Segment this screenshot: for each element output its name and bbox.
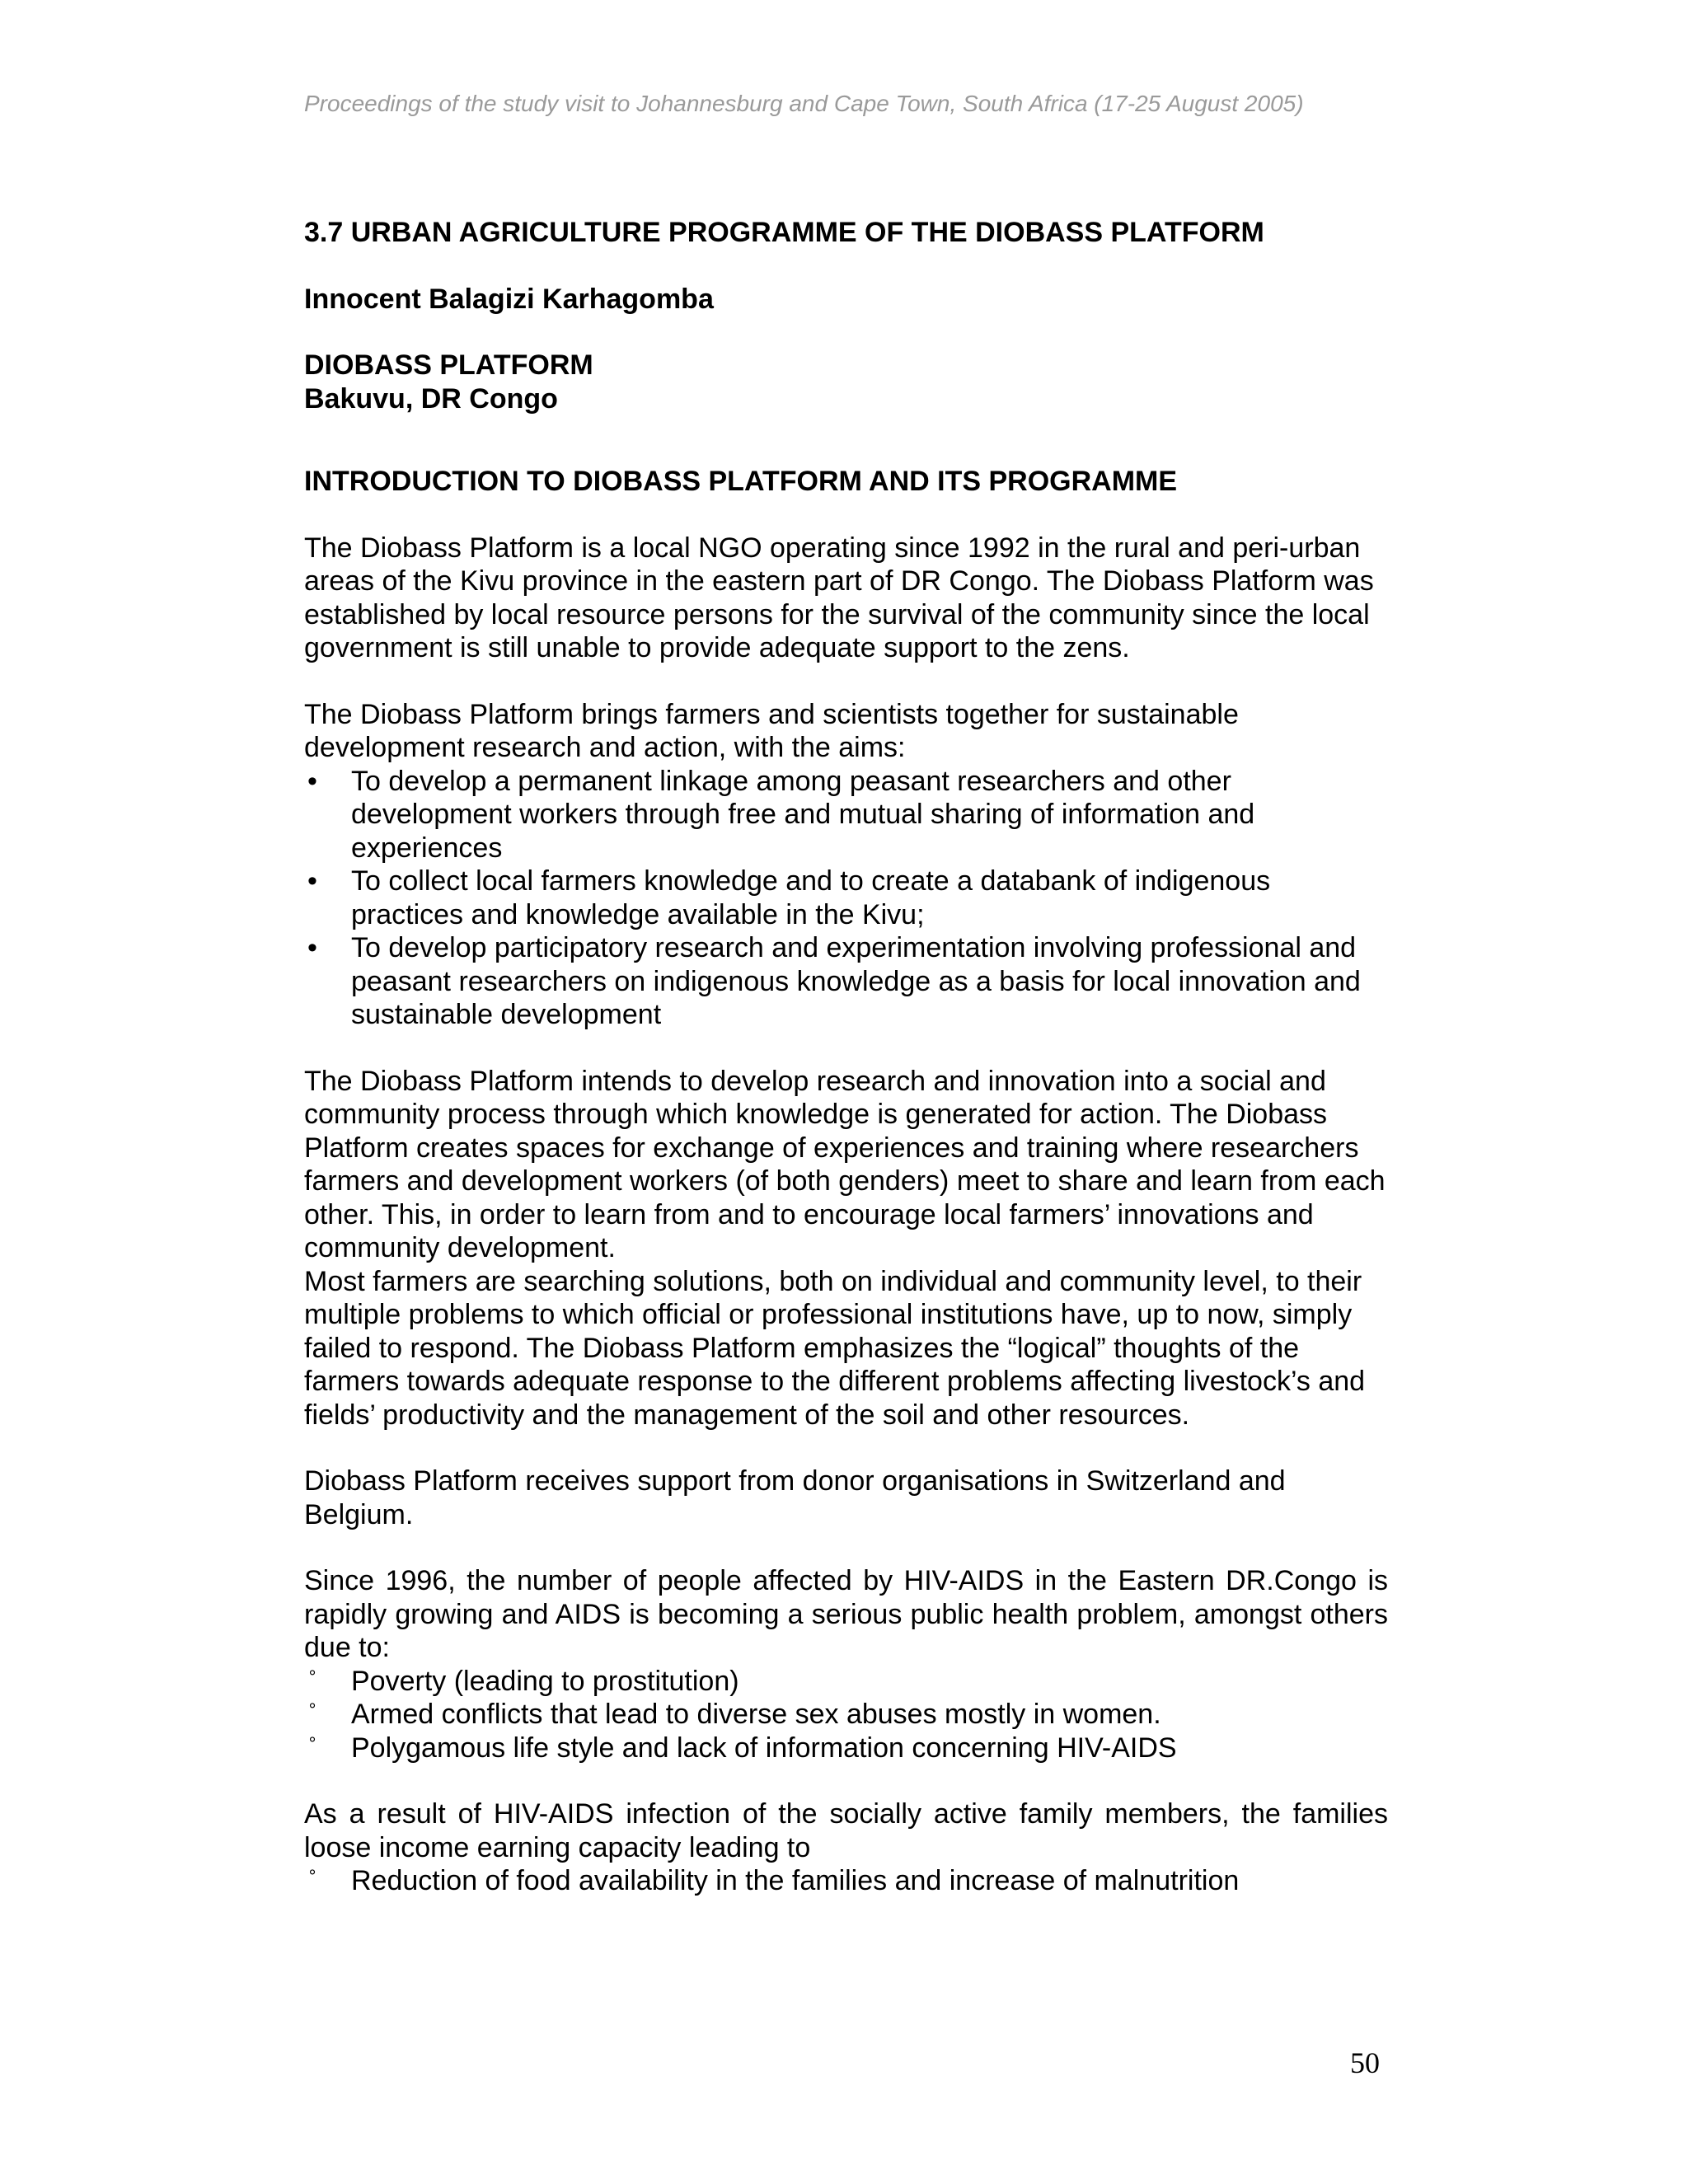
page-number: 50 [1350,2046,1380,2079]
list-item-text: Reduction of food availability in the families and increase of malnutrition [351,1865,1240,1896]
bullet-marker: ° [308,1732,316,1754]
causes-list [304,1665,1388,1765]
paragraph-consequences-intro: As a result of HIV-AIDS infection of the socially active family members, the families loose income earning capacity leading to [304,1798,1388,1863]
section-subheading: INTRODUCTION TO DIOBASS PLATFORM AND ITS PROGRAMME [304,466,1178,497]
list-item [304,1665,1388,1699]
affiliation-location: Bakuvu, DR Congo [304,382,558,415]
paragraph-innovation: The Diobass Platform intends to develop research and innovation into a social and community process through which knowledge is generated for action. The Diobass Platform creates spaces for exchange of experiences and training where researchers farmers and development workers (of both genders) meet to share and learn from each other. This, in order to learn from and to encourage local farmers’ innovations and community development. [304,1065,1386,1263]
list-item-text: Polygamous life style and lack of information concerning HIV-AIDS [351,1732,1177,1764]
list-item [304,765,1388,865]
list-item [304,931,1388,1032]
author-name: Innocent Balagizi Karhagomba [304,283,714,315]
paragraph-intro: The Diobass Platform is a local NGO operating since 1992 in the rural and peri-urban areas of the Kivu province in the eastern part of DR Congo. The Diobass Platform was established by local resource persons for the survival of the community since the local government is still unable to provide adequate support to the zens. [304,532,1374,663]
list-item-text: To develop participatory research and experimentation involving professional and peasant researchers on indigenous knowledge as a basis for local innovation and sustainable development [351,932,1361,1030]
list-item-text: Poverty (leading to prostitution) [351,1665,739,1697]
list-item [304,865,1388,931]
aims-list [304,765,1388,1032]
affiliation-organization: DIOBASS PLATFORM [304,349,593,381]
paragraph-hiv-aids: Since 1996, the number of people affected by HIV-AIDS in the Eastern DR.Congo is rapidly growing and AIDS is becoming a serious public health problem, amongst others due to: [304,1565,1388,1663]
document-content [304,216,1388,1898]
running-header: Proceedings of the study visit to Johannesburg and Cape Town, South Africa (17-25 August 2005) [304,91,1304,116]
bullet-marker: • [307,932,317,963]
bullet-marker: ° [308,1866,316,1886]
section-title: 3.7 URBAN AGRICULTURE PROGRAMME OF THE DIOBASS PLATFORM [304,217,1264,248]
bullet-marker: ° [308,1699,316,1720]
list-item-text: Armed conflicts that lead to diverse sex abuses mostly in women. [351,1699,1161,1730]
list-item-text: To collect local farmers knowledge and to create a databank of indigenous practices and knowledge available in the Kivu; [351,865,1271,930]
bullet-marker: • [307,765,317,797]
list-item [304,1864,1388,1898]
consequences-list [304,1864,1388,1898]
list-item [304,1698,1388,1732]
paragraph-donors: Diobass Platform receives support from donor organisations in Switzerland and Belgium. [304,1465,1286,1530]
paragraph-farmers: Most farmers are searching solutions, both on individual and community level, to their multiple problems to which official or professional institutions have, up to now, simply failed to respond. The Diobass Platform emphasizes the “logical” thoughts of the farmers towards adequate response to the different problems affecting livestock’s and fields’ productivity and the management of the soil and other resources. [304,1265,1366,1431]
list-item-text: To develop a permanent linkage among peasant researchers and other development workers through free and mutual sharing of information and experiences [351,765,1255,864]
bullet-marker: ° [308,1666,316,1687]
list-item [304,1732,1388,1765]
paragraph-aims-intro: The Diobass Platform brings farmers and scientists together for sustainable development research and action, with the aims: [304,698,1239,763]
bullet-marker: • [307,865,317,897]
